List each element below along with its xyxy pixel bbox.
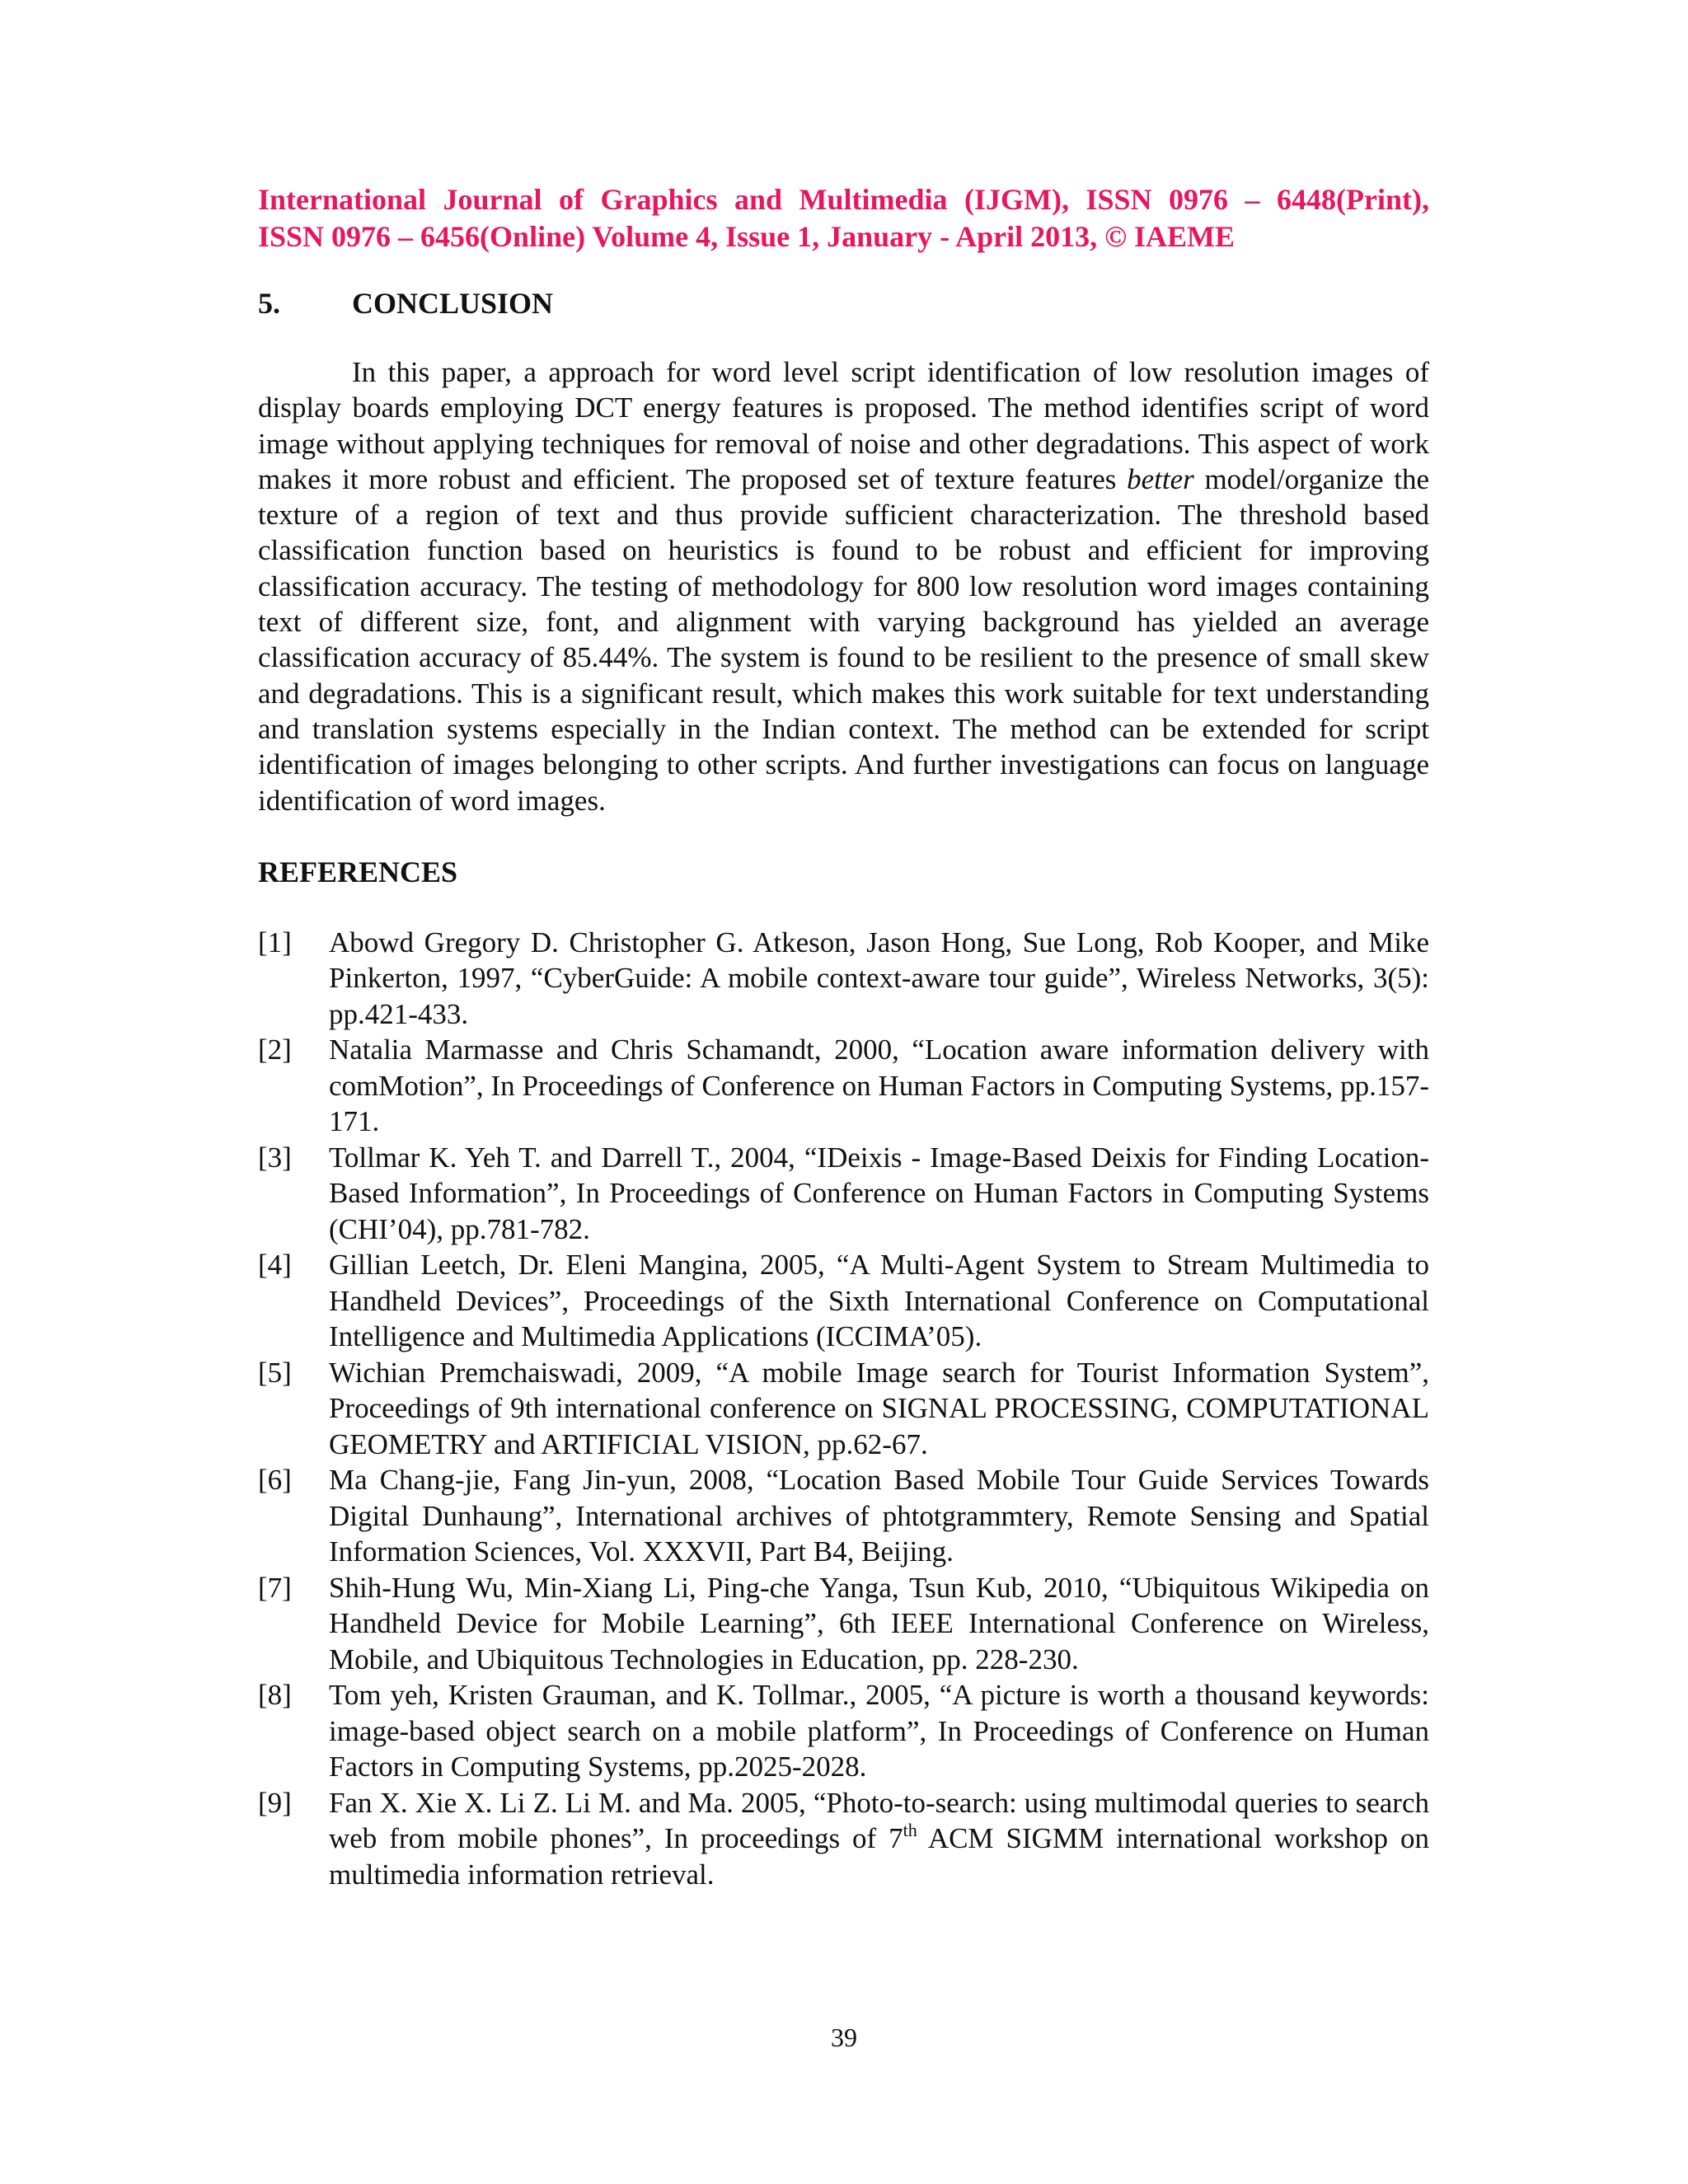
reference-item [258,1677,1429,1785]
reference-number: [4] [258,1249,292,1282]
reference-number: [2] [258,1033,292,1066]
reference-number: [8] [258,1679,292,1712]
reference-text: Wichian Premchaiswadi, 2009, “A mobile Image search for Tourist Information System”, Proceedings of 9th international conference on SIGNAL PROCESSING, COMPUTATIONAL GEOMETRY and ARTIFICIAL VISION, pp.62-67. [329,1356,1429,1460]
conclusion-heading [258,285,1429,321]
conclusion-text-part-2: model/organize the texture of a region of text and thus provide sufficient characterization. The threshold based classification function based on heuristics is found to be robust and efficient for improving classification accuracy. The testing of methodology for 800 low resolution word images containing text of different size, font, and alignment with varying background has yielded an average classification accuracy of 85.44%. The system is found to be resilient to the presence of small skew and degradations. This is a significant result, which makes this work suitable for text understanding and translation systems especially in the Indian context. The method can be extended for script identification of images belonging to other scripts. And further investigations can focus on language identification of word images. [258,462,1429,817]
reference-item [258,925,1429,1033]
reference-text: Gillian Leetch, Dr. Eleni Mangina, 2005, “A Multi-Agent System to Stream Multimedia to Handheld Devices”, Proceedings of the Sixth International Conference on Computational Intelligence and Multimedia Applications (ICCIMA’05). [329,1249,1429,1353]
journal-header-line-2: ISSN 0976 – 6456(Online) Volume 4, Issue 1, January - April 2013, © IAEME [258,220,1236,253]
reference-number: [3] [258,1141,292,1174]
conclusion-paragraph [258,354,1429,818]
conclusion-italic-word: better [1127,462,1194,495]
references-heading: REFERENCES [258,855,458,888]
reference-item [258,1785,1429,1893]
journal-header [258,181,1429,255]
reference-text: Tollmar K. Yeh T. and Darrell T., 2004, “IDeixis - Image-Based Deixis for Finding Location-Based Information”, In Proceedings of Conference on Human Factors in Computing Systems (CHI’04), pp.781-782. [329,1141,1429,1245]
reference-text-part-1: Fan X. Xie X. Li Z. Li M. and Ma. 2005, “Photo-to-search: using multimodal queries to search web from mobile phones”, In proceedings of 7 [329,1786,1429,1855]
reference-item [258,1140,1429,1248]
reference-number: [9] [258,1786,292,1819]
reference-item [258,1247,1429,1355]
reference-number: [7] [258,1571,292,1604]
section-number: 5. [258,287,280,320]
reference-number: [1] [258,926,292,958]
reference-text: Tom yeh, Kristen Grauman, and K. Tollmar., 2005, “A picture is worth a thousand keywords: image-based object search on a mobile platform”, In Proceedings of Conference on Human Factors in Computing Systems, pp.2025-2028. [329,1679,1429,1783]
reference-text: Abowd Gregory D. Christopher G. Atkeson, Jason Hong, Sue Long, Rob Kooper, and Mike Pinkerton, 1997, “CyberGuide: A mobile context-aware tour guide”, Wireless Networks, 3(5): pp.421-433. [329,926,1429,1030]
reference-text: Shih-Hung Wu, Min-Xiang Li, Ping-che Yanga, Tsun Kub, 2010, “Ubiquitous Wikipedia on Handheld Device for Mobile Learning”, 6th IEEE International Conference on Wireless, Mobile, and Ubiquitous Technologies in Education, pp. 228-230. [329,1571,1429,1675]
reference-item [258,1032,1429,1140]
journal-header-line-1: International Journal of Graphics and Multimedia (IJGM), ISSN 0976 – 6448(Print), [258,183,1429,216]
section-title: CONCLUSION [352,287,554,320]
reference-item [258,1570,1429,1678]
reference-text: Ma Chang-jie, Fang Jin-yun, 2008, “Location Based Mobile Tour Guide Services Towards Digital Dunhaung”, International archives of phtotgrammtery, Remote Sensing and Spatial Information Sciences, Vol. XXXVII, Part B4, Beijing. [329,1464,1429,1568]
reference-number: [5] [258,1356,292,1389]
reference-text: Natalia Marmasse and Chris Schamandt, 2000, “Location aware information delivery with comMotion”, In Proceedings of Conference on Human Factors in Computing Systems, pp.157-171. [329,1033,1429,1138]
page-content [258,181,1429,1892]
reference-text [329,1785,1429,1893]
page-number: 39 [831,2022,857,2052]
reference-item [258,1462,1429,1570]
conclusion-text-part-1: In this paper, a approach for word level script identification of low resolution images of display boards employing DCT energy features is proposed. The method identifies script of word image without applying techniques for removal of noise and other degradations. This aspect of work makes it more robust and efficient. The proposed set of texture features [258,356,1429,495]
reference-item [258,1355,1429,1463]
reference-list [258,925,1429,1893]
reference-text-part-2: ACM SIGMM international workshop on multimedia information retrieval. [329,1822,1429,1891]
reference-number: [6] [258,1464,292,1497]
superscript-th: th [903,1820,917,1841]
